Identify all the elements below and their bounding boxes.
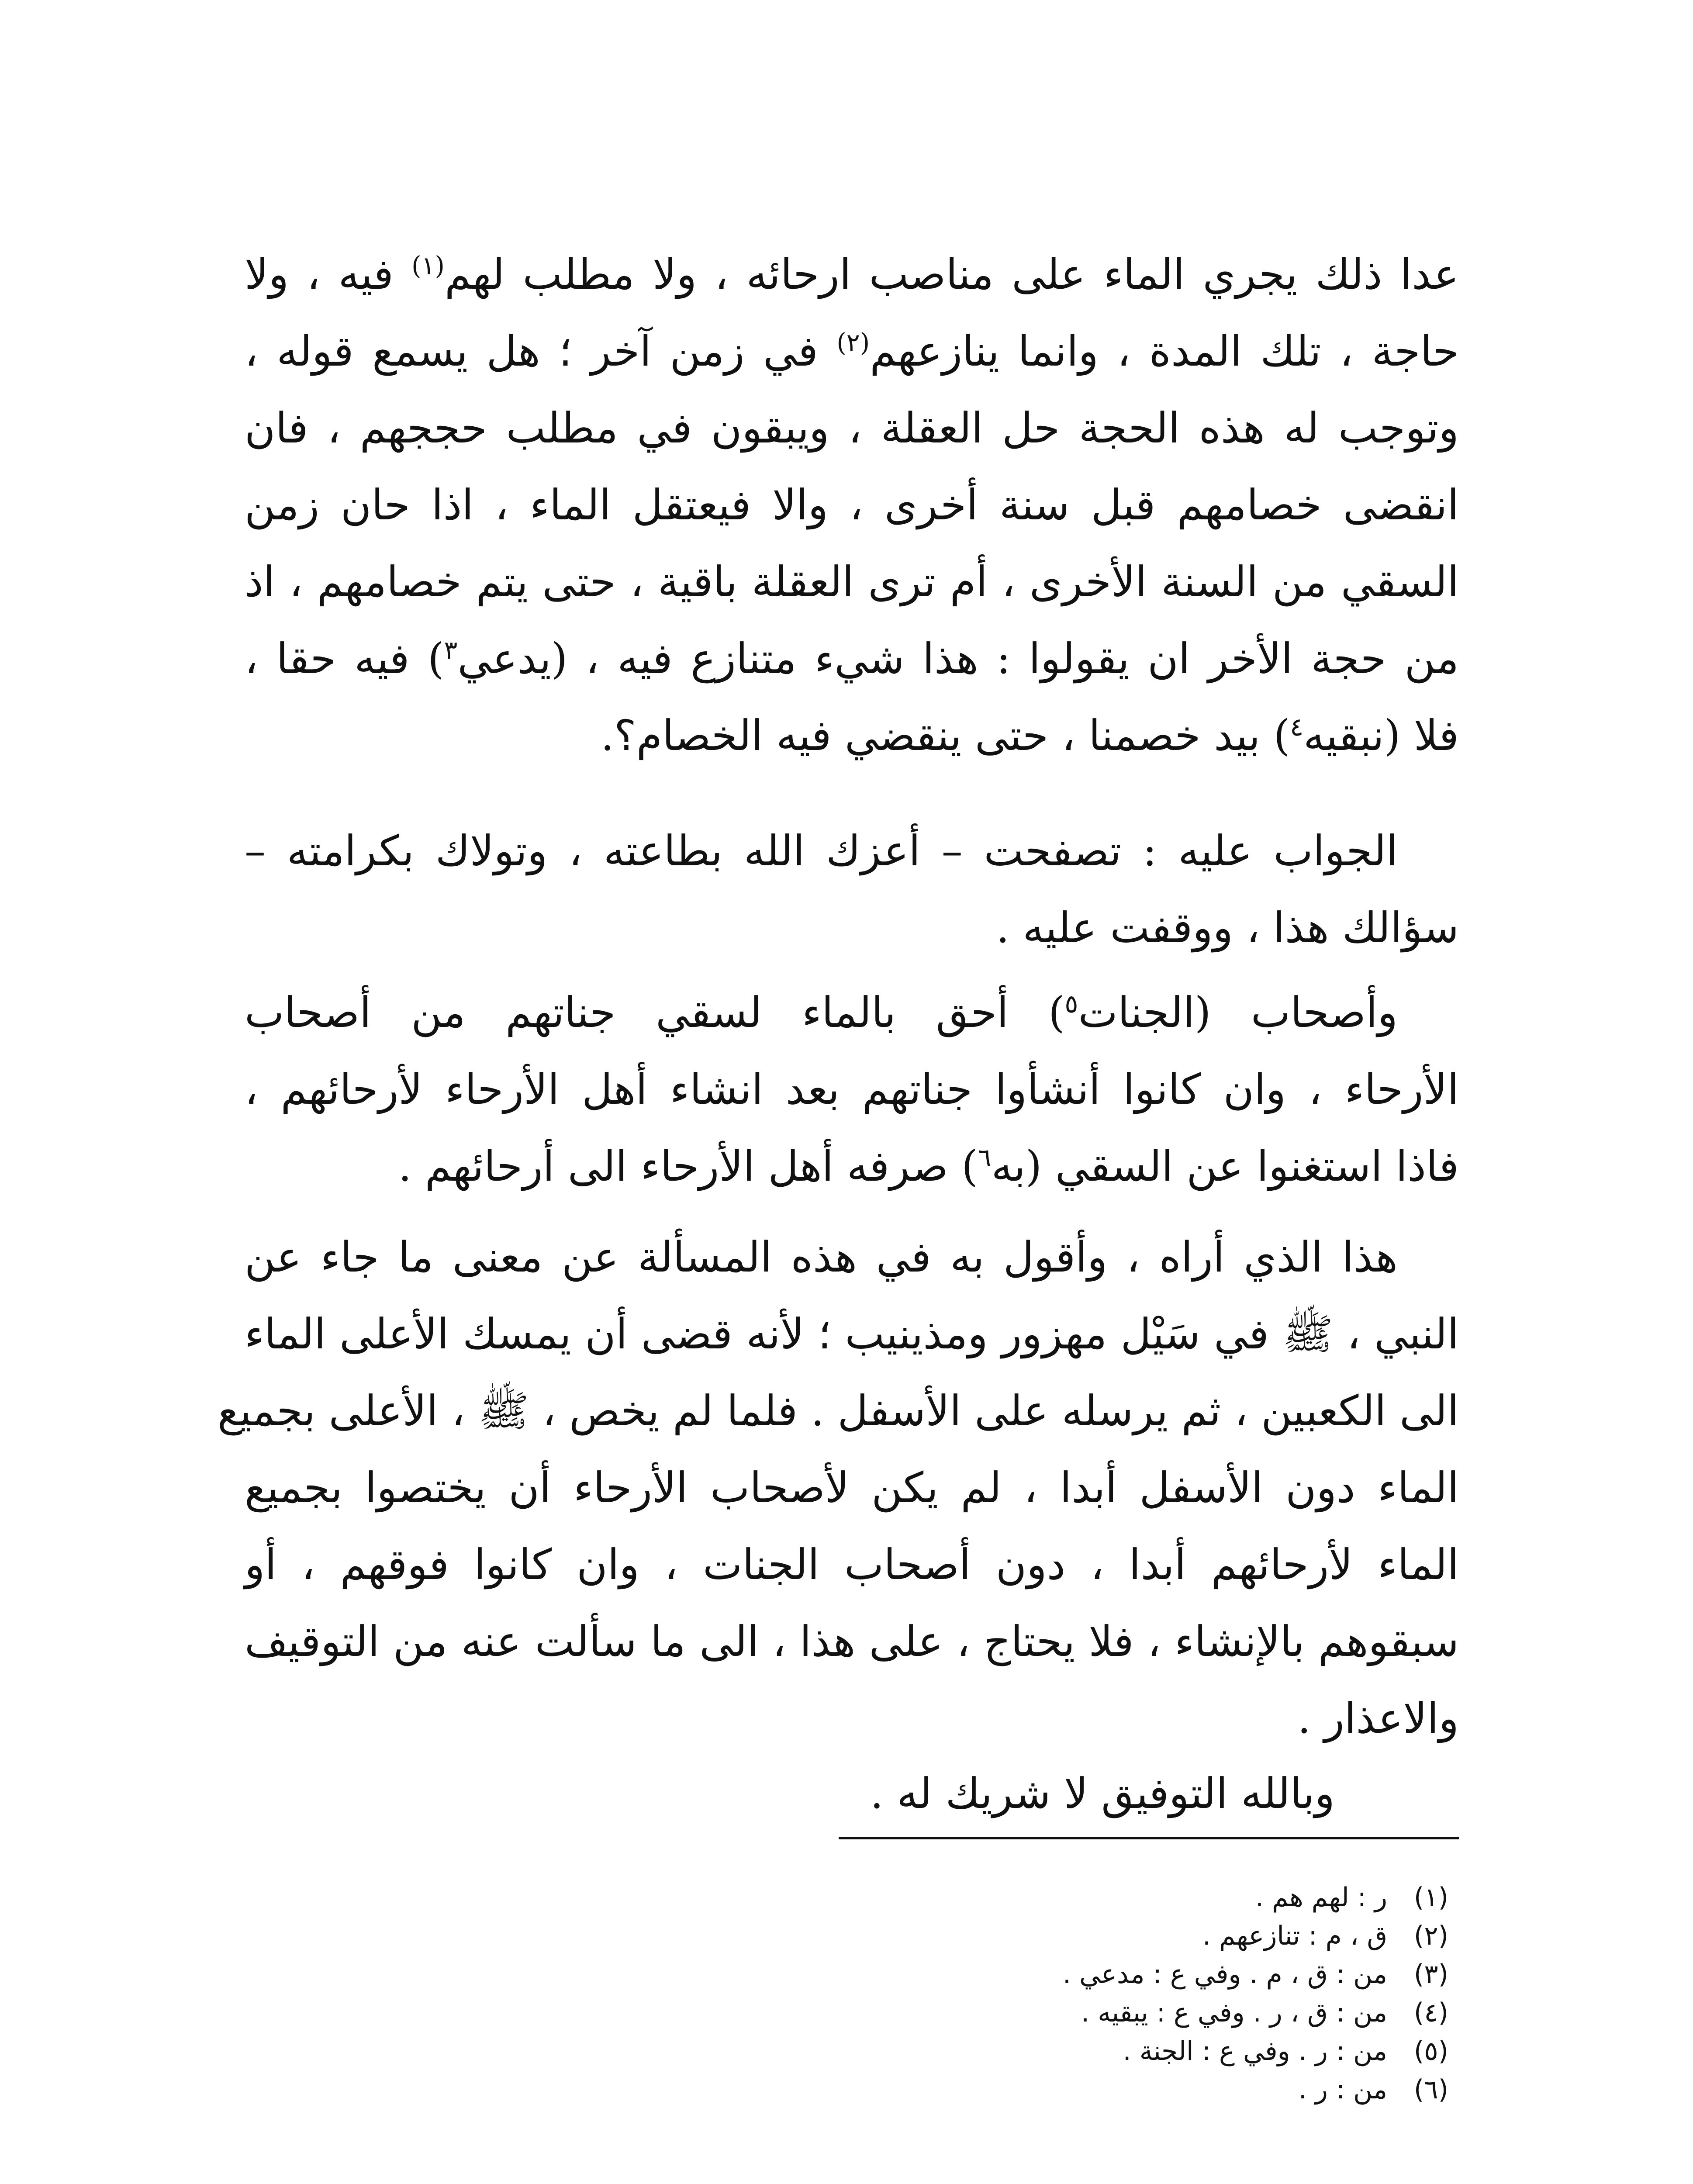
body-block-3 [245, 974, 1459, 1205]
text-line: سؤالك هذا ، ووقفت عليه . [996, 903, 1459, 952]
text-line: سبقوهم بالإنشاء ، فلا يحتاج ، على هذا ، الى ما سألت عنه من التوقيف [245, 1617, 1459, 1666]
footnote-item: (٣)من : ق ، م . وفي ع : مدعي . [1062, 1959, 1448, 1990]
text-line: من حجة الأخر ان يقولوا : هذا شيء متنازع فيه ، (يدعي$^٣$) فيه حقا ، [245, 634, 1459, 683]
text-line: الى الكعبين ، ثم يرسله على الأسفل . فلما لم يخص ، ﷺ ، الأعلى بجميع [217, 1386, 1459, 1435]
footnote-ref: (١) [411, 251, 445, 280]
footnote-item: (٥)من : ر . وفي ع : الجنة . [1123, 2036, 1448, 2067]
body-block-2 [245, 812, 1459, 966]
text-line: حاجة ، تلك المدة ، وانما ينازعهم$^{(٢)}$ في زمن آخر ؛ هل يسمع قوله ، [245, 327, 1459, 376]
footnote-item: (٢)ق ، م : تنازعهم . [1202, 1921, 1448, 1951]
body-block-4 [217, 1219, 1459, 1757]
body-block-1 [245, 236, 1459, 774]
text-line: الماء لأرحائهم أبدا ، دون أصحاب الجنات ، وان كانوا فوقهم ، أو [245, 1540, 1459, 1589]
footnotes [1063, 1878, 1448, 2109]
text-line: عدا ذلك يجري الماء على مناصب ارحائه ، ولا مطلب لهم$^{(١)}$ فيه ، ولا [245, 250, 1459, 299]
text-line: انقضى خصامهم قبل سنة أخرى ، والا فيعتقل الماء ، اذا حان زمن [245, 480, 1459, 529]
text-line: فاذا استغنوا عن السقي (به$^٦$) صرفه أهل الأرحاء الى أرحائهم . [398, 1142, 1459, 1191]
footnote-item: (٤)من : ق ، ر . وفي ع : يبقيه . [1081, 1997, 1448, 2028]
text-line: وأصحاب (الجنات$^٥$) أحق بالماء لسقي جناتهم من أصحاب [245, 988, 1398, 1037]
text-line: فلا (نبقيه$^٤$) بيد خصمنا ، حتى ينقضي فيه الخصام؟. [601, 711, 1459, 760]
text-line: وتوجب له هذه الحجة حل العقلة ، ويبقون في مطلب حججهم ، فان [245, 404, 1459, 453]
footnote-item: (٦)من : ر . [1298, 2074, 1448, 2105]
closing-line: وبالله التوفيق لا شريك له . [870, 1769, 1335, 1818]
text-line: النبي ، ﷺ في سَيْل مهزور ومذينيب ؛ لأنه قضى أن يمسك الأعلى الماء [245, 1310, 1459, 1358]
footnote-ref: (٢) [836, 328, 870, 357]
footnote-divider [839, 1837, 1459, 1839]
footnote-item: (١)ر : لهم هم . [1255, 1882, 1448, 1913]
footnote-ref: ٤ [1290, 712, 1304, 742]
footnote-ref: ٣ [444, 636, 458, 665]
footnote-ref: ٦ [978, 1143, 992, 1172]
text-line: والاعذار . [1297, 1694, 1459, 1743]
text-line: الماء دون الأسفل أبدا ، لم يكن لأصحاب الأرحاء أن يختصوا بجميع [245, 1463, 1459, 1512]
text-line: هذا الذي أراه ، وأقول به في هذه المسألة عن معنى ما جاء عن [245, 1233, 1398, 1282]
text-line: الجواب عليه : تصفحت – أعزك الله بطاعته ، وتولاك بكرامته – [245, 826, 1398, 875]
text-line: السقي من السنة الأخرى ، أم ترى العقلة باقية ، حتى يتم خصامهم ، اذ [245, 557, 1459, 606]
footnote-ref: ٥ [1064, 989, 1078, 1019]
text-line: الأرحاء ، وان كانوا أنشأوا جناتهم بعد انشاء أهل الأرحاء لأرحائهم ، [245, 1065, 1459, 1114]
